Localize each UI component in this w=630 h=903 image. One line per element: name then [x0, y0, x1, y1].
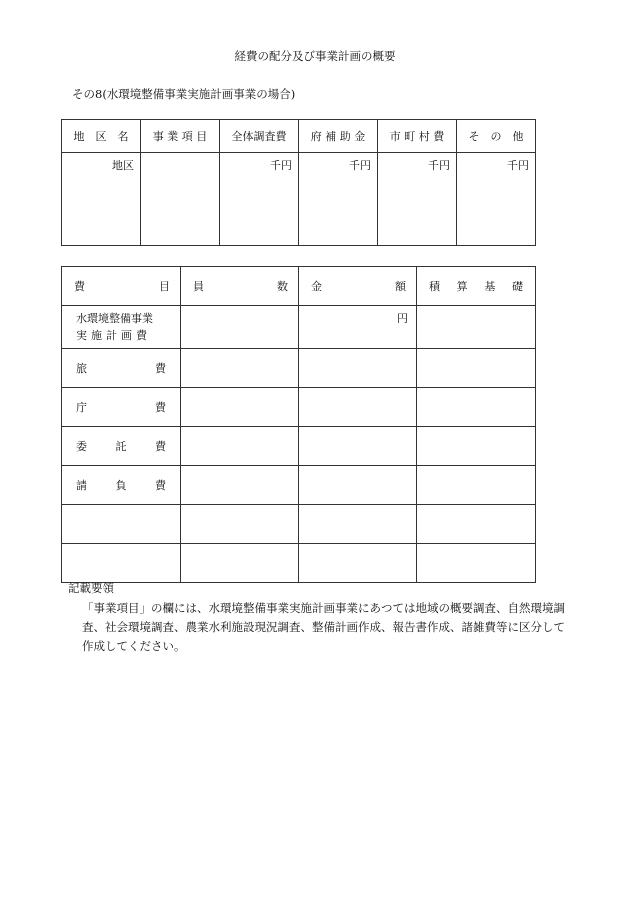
- expense-row-blank: [62, 544, 536, 583]
- expense-row-commission: [62, 427, 536, 466]
- header-expense-item: 費 目: [62, 267, 181, 306]
- header-staff-count: 員 数: [181, 267, 299, 306]
- header-municipal-cost: 市 町 村 費: [378, 120, 457, 153]
- label-commission: 委 託 費: [62, 427, 181, 466]
- cell-amount: [299, 388, 417, 427]
- cell-amount: [299, 544, 417, 583]
- header-other: そ の 他: [457, 120, 536, 153]
- cell-basis: [417, 427, 536, 466]
- label-blank: [62, 544, 181, 583]
- label-planning-cost: 水環境整備事業 実施計画費: [62, 306, 181, 349]
- instructions-heading: 記載要領: [68, 581, 114, 595]
- header-project-item: 事 業 項 目: [141, 120, 220, 153]
- header-prefecture-subsidy: 府 補 助 金: [299, 120, 378, 153]
- unit-label: 千円: [349, 159, 371, 172]
- expense-row-office: [62, 388, 536, 427]
- cell-amount: [299, 349, 417, 388]
- page-title: 経費の配分及び事業計画の概要: [234, 49, 396, 63]
- header-total-survey-cost: 全体調査費: [220, 120, 299, 153]
- cell-amount: [299, 466, 417, 505]
- cell-other: [457, 153, 536, 246]
- unit-label: 千円: [428, 159, 450, 172]
- cell-amount: [299, 427, 417, 466]
- cell-total-survey-cost: [220, 153, 299, 246]
- cell-municipal-cost: [378, 153, 457, 246]
- allocation-header-row: [62, 120, 536, 153]
- cell-basis: [417, 388, 536, 427]
- instructions: [68, 579, 568, 656]
- expense-row-travel: [62, 349, 536, 388]
- unit-label: 千円: [270, 159, 292, 172]
- label-contract: 請 負 費: [62, 466, 181, 505]
- cell-amount: [299, 306, 417, 349]
- cell-staff: [181, 349, 299, 388]
- cell-basis: [417, 349, 536, 388]
- allocation-table: [61, 119, 536, 246]
- label-travel: 旅 費: [62, 349, 181, 388]
- label-office: 庁 費: [62, 388, 181, 427]
- cell-staff: [181, 544, 299, 583]
- cell-basis: [417, 544, 536, 583]
- cell-basis: [417, 466, 536, 505]
- cell-staff: [181, 427, 299, 466]
- yen-unit: 円: [397, 312, 408, 325]
- cell-project-item: [141, 153, 220, 246]
- expense-header-row: [62, 267, 536, 306]
- header-calculation-basis: 積 算 基 礎: [417, 267, 536, 306]
- district-suffix: 地区: [112, 159, 134, 172]
- header-amount: 金 額: [299, 267, 417, 306]
- cell-staff: [181, 505, 299, 544]
- cell-amount: [299, 505, 417, 544]
- header-district-name: 地 区 名: [62, 120, 141, 153]
- cell-prefecture-subsidy: [299, 153, 378, 246]
- allocation-data-row: [62, 153, 536, 246]
- expense-row-contract: [62, 466, 536, 505]
- expense-table: [61, 266, 536, 583]
- cell-staff: [181, 306, 299, 349]
- label-blank: [62, 505, 181, 544]
- cell-staff: [181, 388, 299, 427]
- cell-basis: [417, 505, 536, 544]
- cell-basis: [417, 306, 536, 349]
- cell-district: [62, 153, 141, 246]
- page-subtitle: その8(水環境整備事業実施計画事業の場合): [72, 87, 296, 101]
- cell-staff: [181, 466, 299, 505]
- expense-row-planning-cost: [62, 306, 536, 349]
- instructions-body: 「事業項目」の欄には、水環境整備事業実施計画事業にあつては地域の概要調査、自然環境調査、社会環境調査、農業水利施設現況調査、整備計画作成、報告書作成、諸雑費等に区分して作成してください。: [82, 601, 565, 653]
- expense-row-blank: [62, 505, 536, 544]
- unit-label: 千円: [507, 159, 529, 172]
